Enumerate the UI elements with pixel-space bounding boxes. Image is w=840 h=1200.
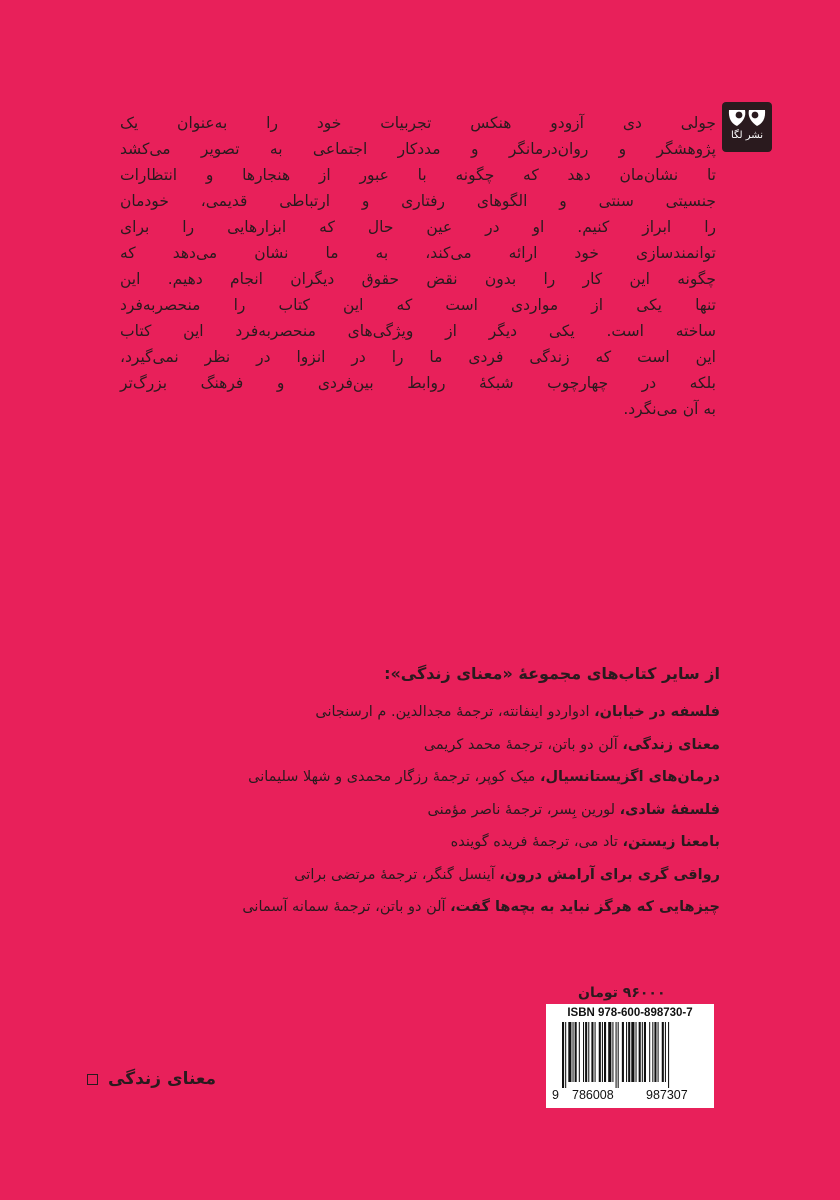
blurb-line: پژوهشگر و روان‌درمانگر و مددکار اجتماعی به تصویر می‌کشد bbox=[120, 140, 716, 158]
blurb-line: به آن می‌نگرد. bbox=[623, 400, 716, 418]
publisher-name: نشر لگا bbox=[730, 130, 764, 141]
back-cover-blurb bbox=[120, 110, 716, 422]
series-title: از سایر کتاب‌های مجموعهٔ «معنای زندگی»: bbox=[384, 664, 720, 683]
book-credits: آلن دو باتن، ترجمهٔ محمد کریمی bbox=[423, 736, 623, 753]
book-title: معنای زندگی، bbox=[622, 736, 720, 753]
barcode bbox=[546, 1004, 714, 1108]
book-credits: لورین بِسر، ترجمهٔ ناصر مؤمنی bbox=[427, 801, 620, 818]
blurb-line: ساخته است. یکی دیگر از ویژگی‌های منحصربه‌فرد این کتاب bbox=[120, 322, 716, 340]
book-title: رواقی گری برای آرامش درون، bbox=[499, 866, 720, 883]
blurb-line: توانمندسازی خود ارائه می‌کند، به ما نشان می‌دهد که bbox=[120, 244, 716, 262]
blurb-line: بلکه در چهارچوب شبکهٔ روابط بین‌فردی و فرهنگ بزرگ‌تر bbox=[120, 374, 716, 392]
book-title: چیزهایی که هرگز نباید به بچه‌ها گفت، bbox=[450, 899, 720, 915]
book-credits: آینسل گنگر، ترجمهٔ مرتضی براتی bbox=[294, 866, 500, 883]
blurb-line: تا نشان‌مان دهد که چگونه با عبور از هنجارها و انتظارات bbox=[120, 166, 716, 184]
blurb-line: چگونه این کار را بدون نقض حقوق دیگران انجام دهیم. این bbox=[120, 270, 716, 288]
owl-eyes-icon bbox=[727, 107, 767, 129]
isbn-label: ISBN 978-600-898730-7 bbox=[567, 1007, 693, 1019]
list-item bbox=[120, 798, 720, 831]
barcode-right-group: 987307 bbox=[646, 1088, 688, 1102]
list-item bbox=[120, 700, 720, 733]
list-item bbox=[120, 733, 720, 766]
book-credits: آلن دو باتن، ترجمهٔ سمانه آسمانی bbox=[242, 899, 451, 915]
list-item bbox=[120, 895, 720, 928]
blurb-line: این است که زندگی فردی ما را در انزوا در نظر نمی‌گیرد، bbox=[120, 348, 716, 366]
barcode-digits bbox=[546, 1088, 714, 1106]
blurb-line: جنسیتی سنتی و الگوهای رفتاری و ارتباطی قدیمی، خودمان bbox=[120, 192, 716, 210]
list-item bbox=[120, 863, 720, 896]
blurb-line: جولی دی آزودو هنکس تجربیات خود را به‌عنوان یک bbox=[120, 114, 716, 132]
book-title: بامعنا زیستن، bbox=[622, 834, 720, 850]
list-item bbox=[120, 765, 720, 798]
book-title: فلسفهٔ شادی، bbox=[619, 801, 720, 818]
book-name: معنای زندگی bbox=[108, 1069, 217, 1089]
book-credits: تاد می، ترجمهٔ فریده گوینده bbox=[450, 834, 623, 850]
price-label: ۹۶۰۰۰ تومان bbox=[578, 985, 666, 1001]
publisher-logo bbox=[722, 102, 772, 152]
barcode-left-group: 786008 bbox=[572, 1088, 614, 1102]
book-title: درمان‌های اگزیستانسیال، bbox=[539, 769, 720, 785]
book-title: فلسفه در خیابان، bbox=[594, 704, 720, 720]
blurb-line: را ابراز کنیم. او در عین حال که ابزارهایی را برای bbox=[120, 218, 716, 236]
blurb-line: تنها یکی از مواردی است که این کتاب را منحصربه‌فرد bbox=[120, 296, 716, 314]
book-credits: میک کوپر، ترجمهٔ رزگار محمدی و شهلا سلیمانی bbox=[248, 769, 540, 785]
series-book-list bbox=[120, 700, 720, 928]
square-icon bbox=[87, 1074, 98, 1085]
book-credits: ادواردو اینفانته، ترجمهٔ مجدالدین. م ارسنجانی bbox=[315, 704, 595, 720]
list-item bbox=[120, 830, 720, 863]
barcode-bars bbox=[546, 1022, 714, 1088]
barcode-first-digit: 9 bbox=[552, 1088, 559, 1102]
